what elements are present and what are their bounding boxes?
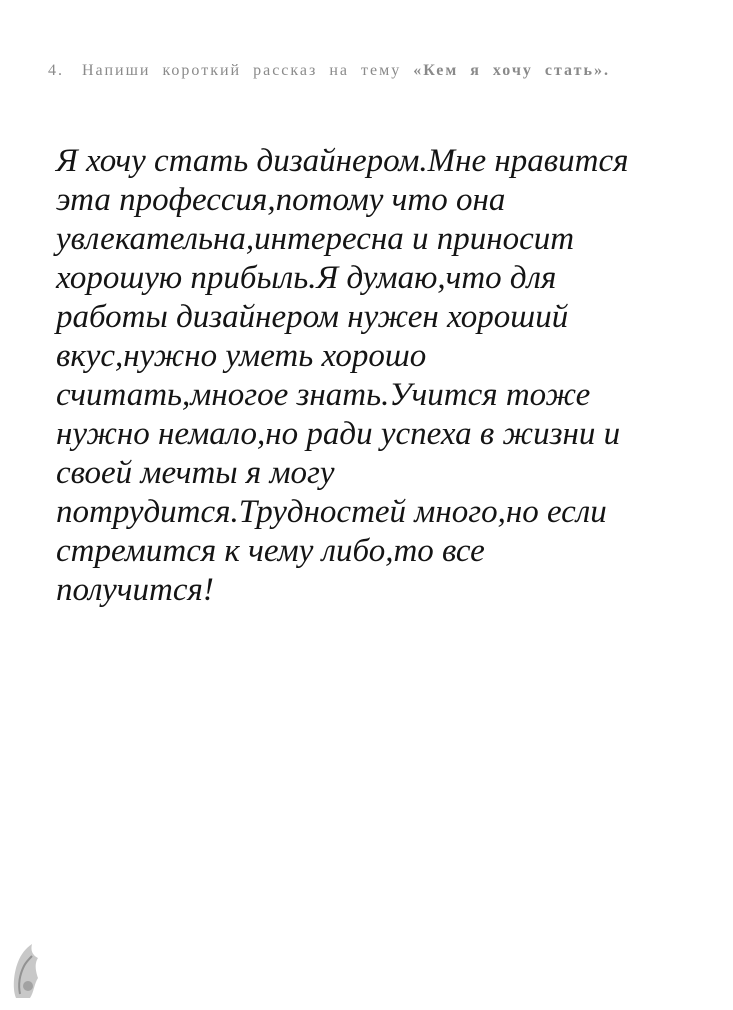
essay-line: считать,многое знать.Учится тоже	[56, 377, 591, 413]
task-header	[48, 60, 688, 82]
handwritten-essay	[56, 142, 706, 610]
essay-line: потрудится.Трудностей много,но если	[56, 494, 607, 530]
essay-line: нужно немало,но ради успеха в жизни и	[56, 416, 621, 452]
essay-line: получится!	[56, 572, 214, 608]
essay-line: работы дизайнером нужен хороший	[56, 299, 569, 335]
essay-line: своей мечты я могу	[56, 455, 335, 491]
task-instruction: Напиши короткий рассказ на тему	[82, 62, 402, 79]
essay-line: увлекательна,интересна и приносит	[56, 221, 575, 257]
essay-line: эта профессия,потому что она	[56, 182, 506, 218]
task-number: 4.	[48, 62, 64, 79]
page-corner-decoration-icon	[8, 938, 42, 1002]
essay-line: хорошую прибыль.Я думаю,что для	[56, 260, 557, 296]
task-topic: «Кем я хочу стать».	[413, 62, 610, 79]
essay-line: вкус,нужно уметь хорошо	[56, 338, 427, 374]
essay-line: Я хочу стать дизайнером.Мне нравится	[56, 143, 629, 179]
essay-line: стремится к чему либо,то все	[56, 533, 485, 569]
